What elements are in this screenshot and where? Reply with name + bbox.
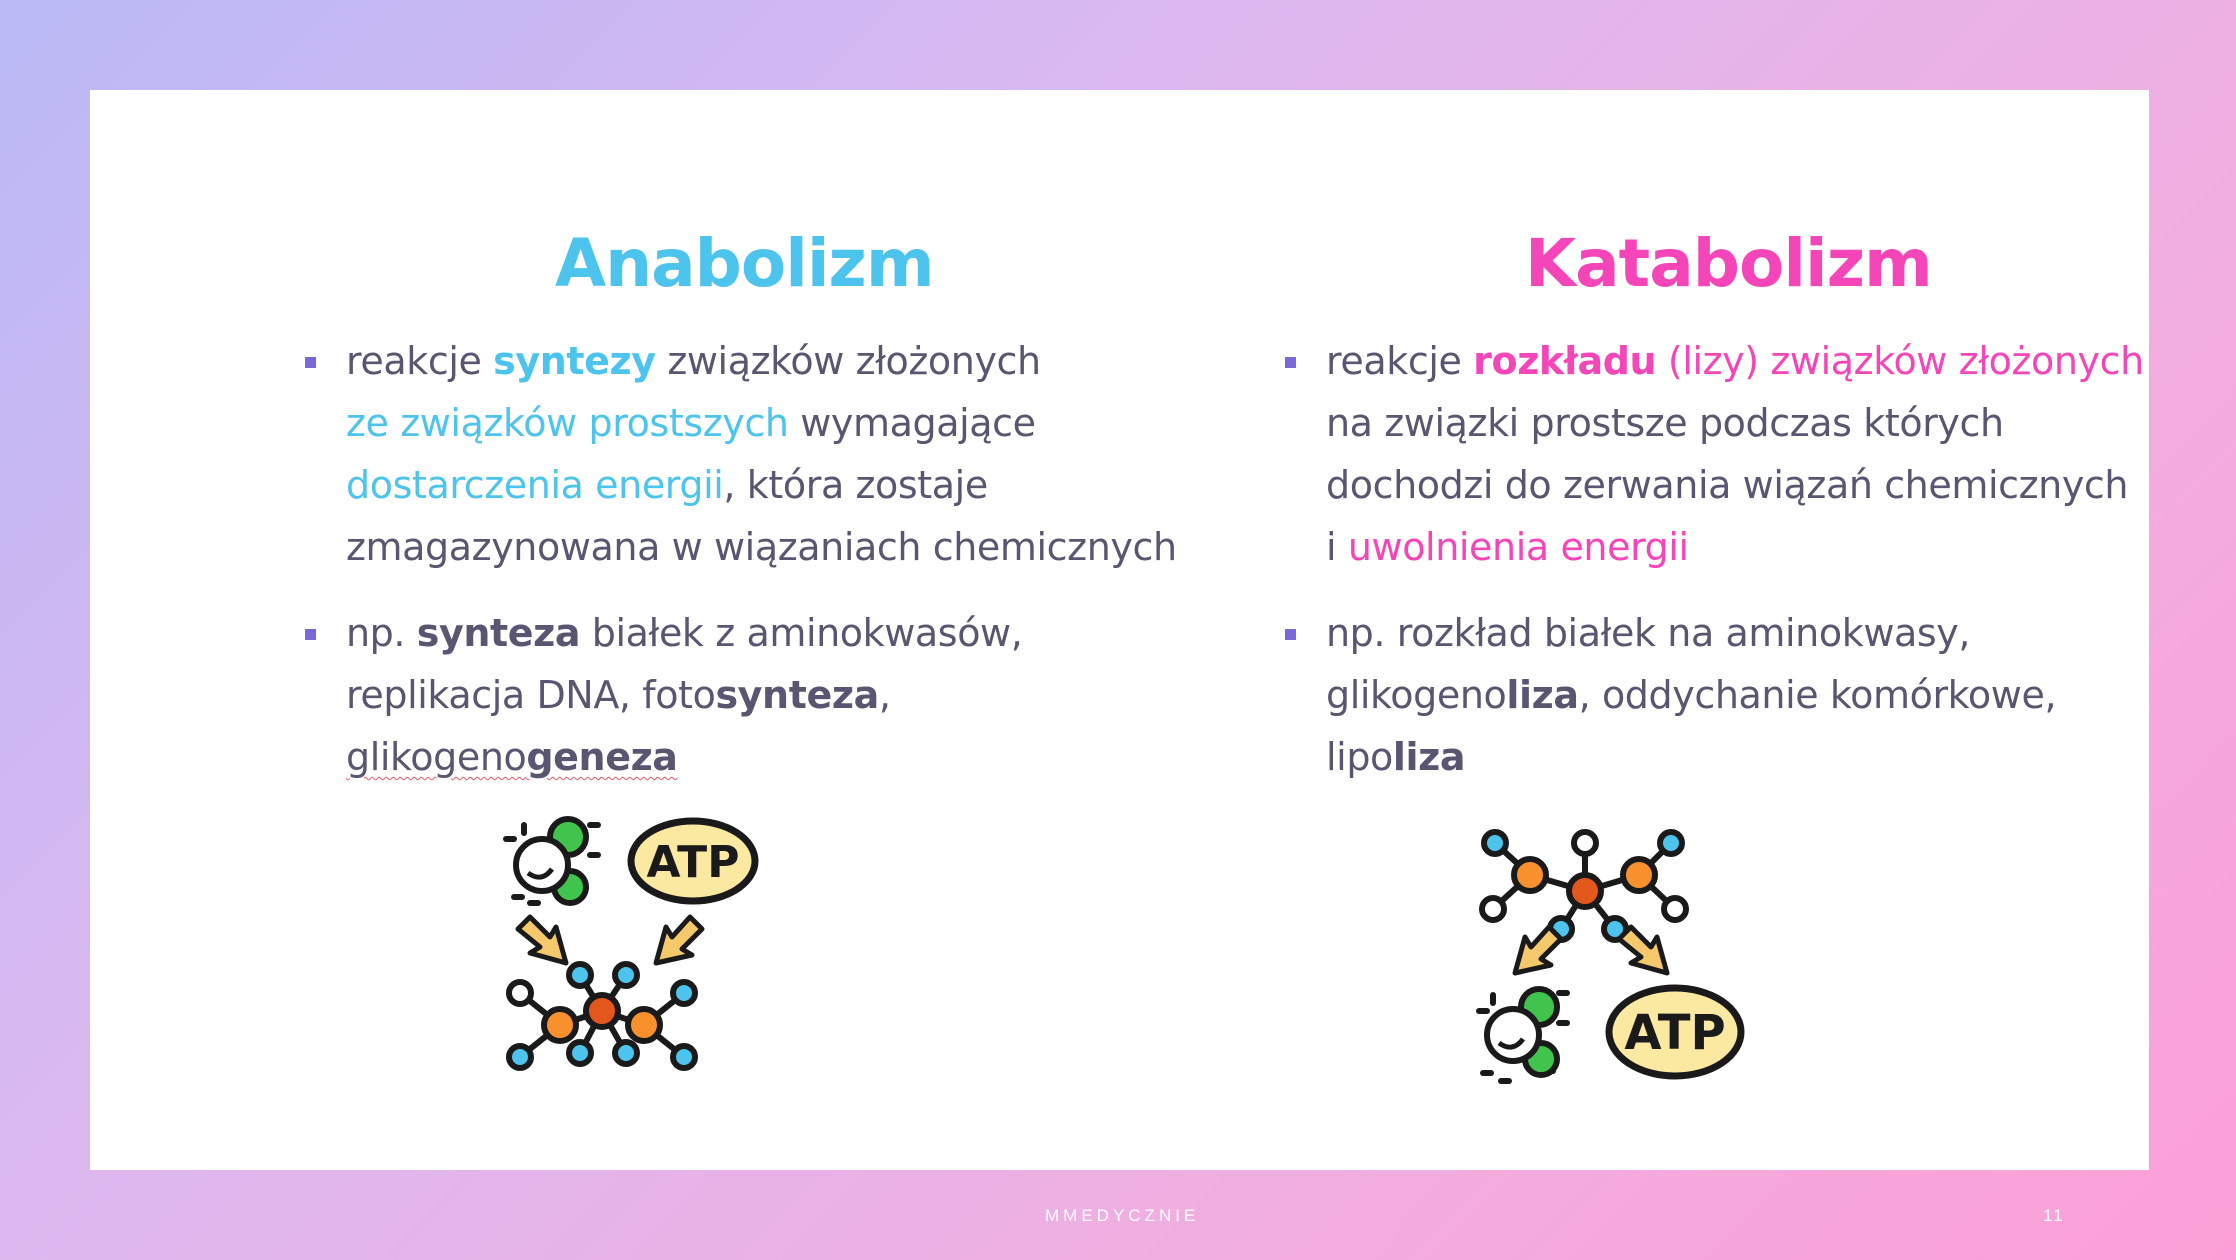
highlight-energia: dostarczenia energii: [346, 463, 724, 507]
anabolism-bullets: [210, 330, 1177, 812]
catabolism-definition: [1190, 330, 2144, 578]
atp-label: ATP: [1624, 1005, 1726, 1061]
text-span: związków złożonych: [655, 339, 1041, 383]
text-line: [1326, 516, 2144, 578]
anabolism-examples: [210, 602, 1177, 788]
text-span: ,: [878, 673, 891, 717]
bullet-marker: [1285, 629, 1296, 640]
highlight-rozklad: rozkładu: [1473, 339, 1657, 383]
text-line: [1326, 664, 2144, 726]
anabolism-definition: [210, 330, 1177, 578]
bullet-marker: [305, 629, 316, 640]
text-span: glikogeno: [1326, 673, 1507, 717]
bold-term: geneza: [526, 735, 678, 779]
bold-term: synteza: [715, 673, 879, 717]
text-span: , która zostaje: [723, 463, 988, 507]
text-line: [346, 726, 1177, 788]
text-span: , oddychanie komórkowe,: [1578, 673, 2057, 717]
spellcheck-word: [346, 735, 678, 779]
text-span: glikogeno: [346, 735, 527, 779]
catabolism-bullets: [1190, 330, 2144, 812]
text-line: dochodzi do zerwania wiązań chemicznych: [1326, 463, 2129, 507]
text-span: replikacja DNA, foto: [346, 673, 716, 717]
slide-card: [90, 90, 2149, 1170]
text-line: np. rozkład białek na aminokwasy,: [1326, 611, 1971, 655]
atp-label: ATP: [646, 837, 740, 888]
text-line: [346, 664, 1177, 726]
text-span: np.: [346, 611, 417, 655]
text-line: zmagazynowana w wiązaniach chemicznych: [346, 525, 1177, 569]
highlight-lizy: (lizy) związków złożonych: [1656, 339, 2144, 383]
text-span: reakcje: [1326, 339, 1474, 383]
text-span: białek z aminokwasów,: [580, 611, 1023, 655]
bullet-marker: [305, 357, 316, 368]
catabolism-heading: Katabolizm: [1525, 225, 1932, 302]
footer-brand: MMEDYCZNIE: [1045, 1206, 1200, 1225]
text-span: lipo: [1326, 735, 1393, 779]
text-line: [346, 330, 1177, 392]
text-span: wymagające: [788, 401, 1036, 445]
slide-number: 11: [2043, 1206, 2065, 1225]
text-line: [1326, 726, 2144, 788]
highlight-synteza: syntezy: [493, 339, 656, 383]
text-line: [346, 454, 1177, 516]
highlight-uwolnienie: uwolnienia energii: [1347, 525, 1689, 569]
bullet-marker: [1285, 357, 1296, 368]
text-line: na związki prostsze podczas których: [1326, 401, 2004, 445]
catabolism-examples: [1190, 602, 2144, 788]
text-line: [1326, 330, 2144, 392]
bold-term: synteza: [416, 611, 581, 655]
atp-breakdown-icon: [1475, 815, 1765, 1115]
anabolism-heading: Anabolizm: [555, 225, 934, 302]
bold-term: liza: [1392, 735, 1466, 779]
atp-synthesis-icon: [500, 815, 780, 1095]
text-line: [346, 602, 1177, 664]
bold-term: liza: [1506, 673, 1579, 717]
text-line: [346, 392, 1177, 454]
text-span: i: [1326, 525, 1348, 569]
highlight-prostsze: ze związków prostszych: [346, 401, 789, 445]
text-span: reakcje: [346, 339, 494, 383]
